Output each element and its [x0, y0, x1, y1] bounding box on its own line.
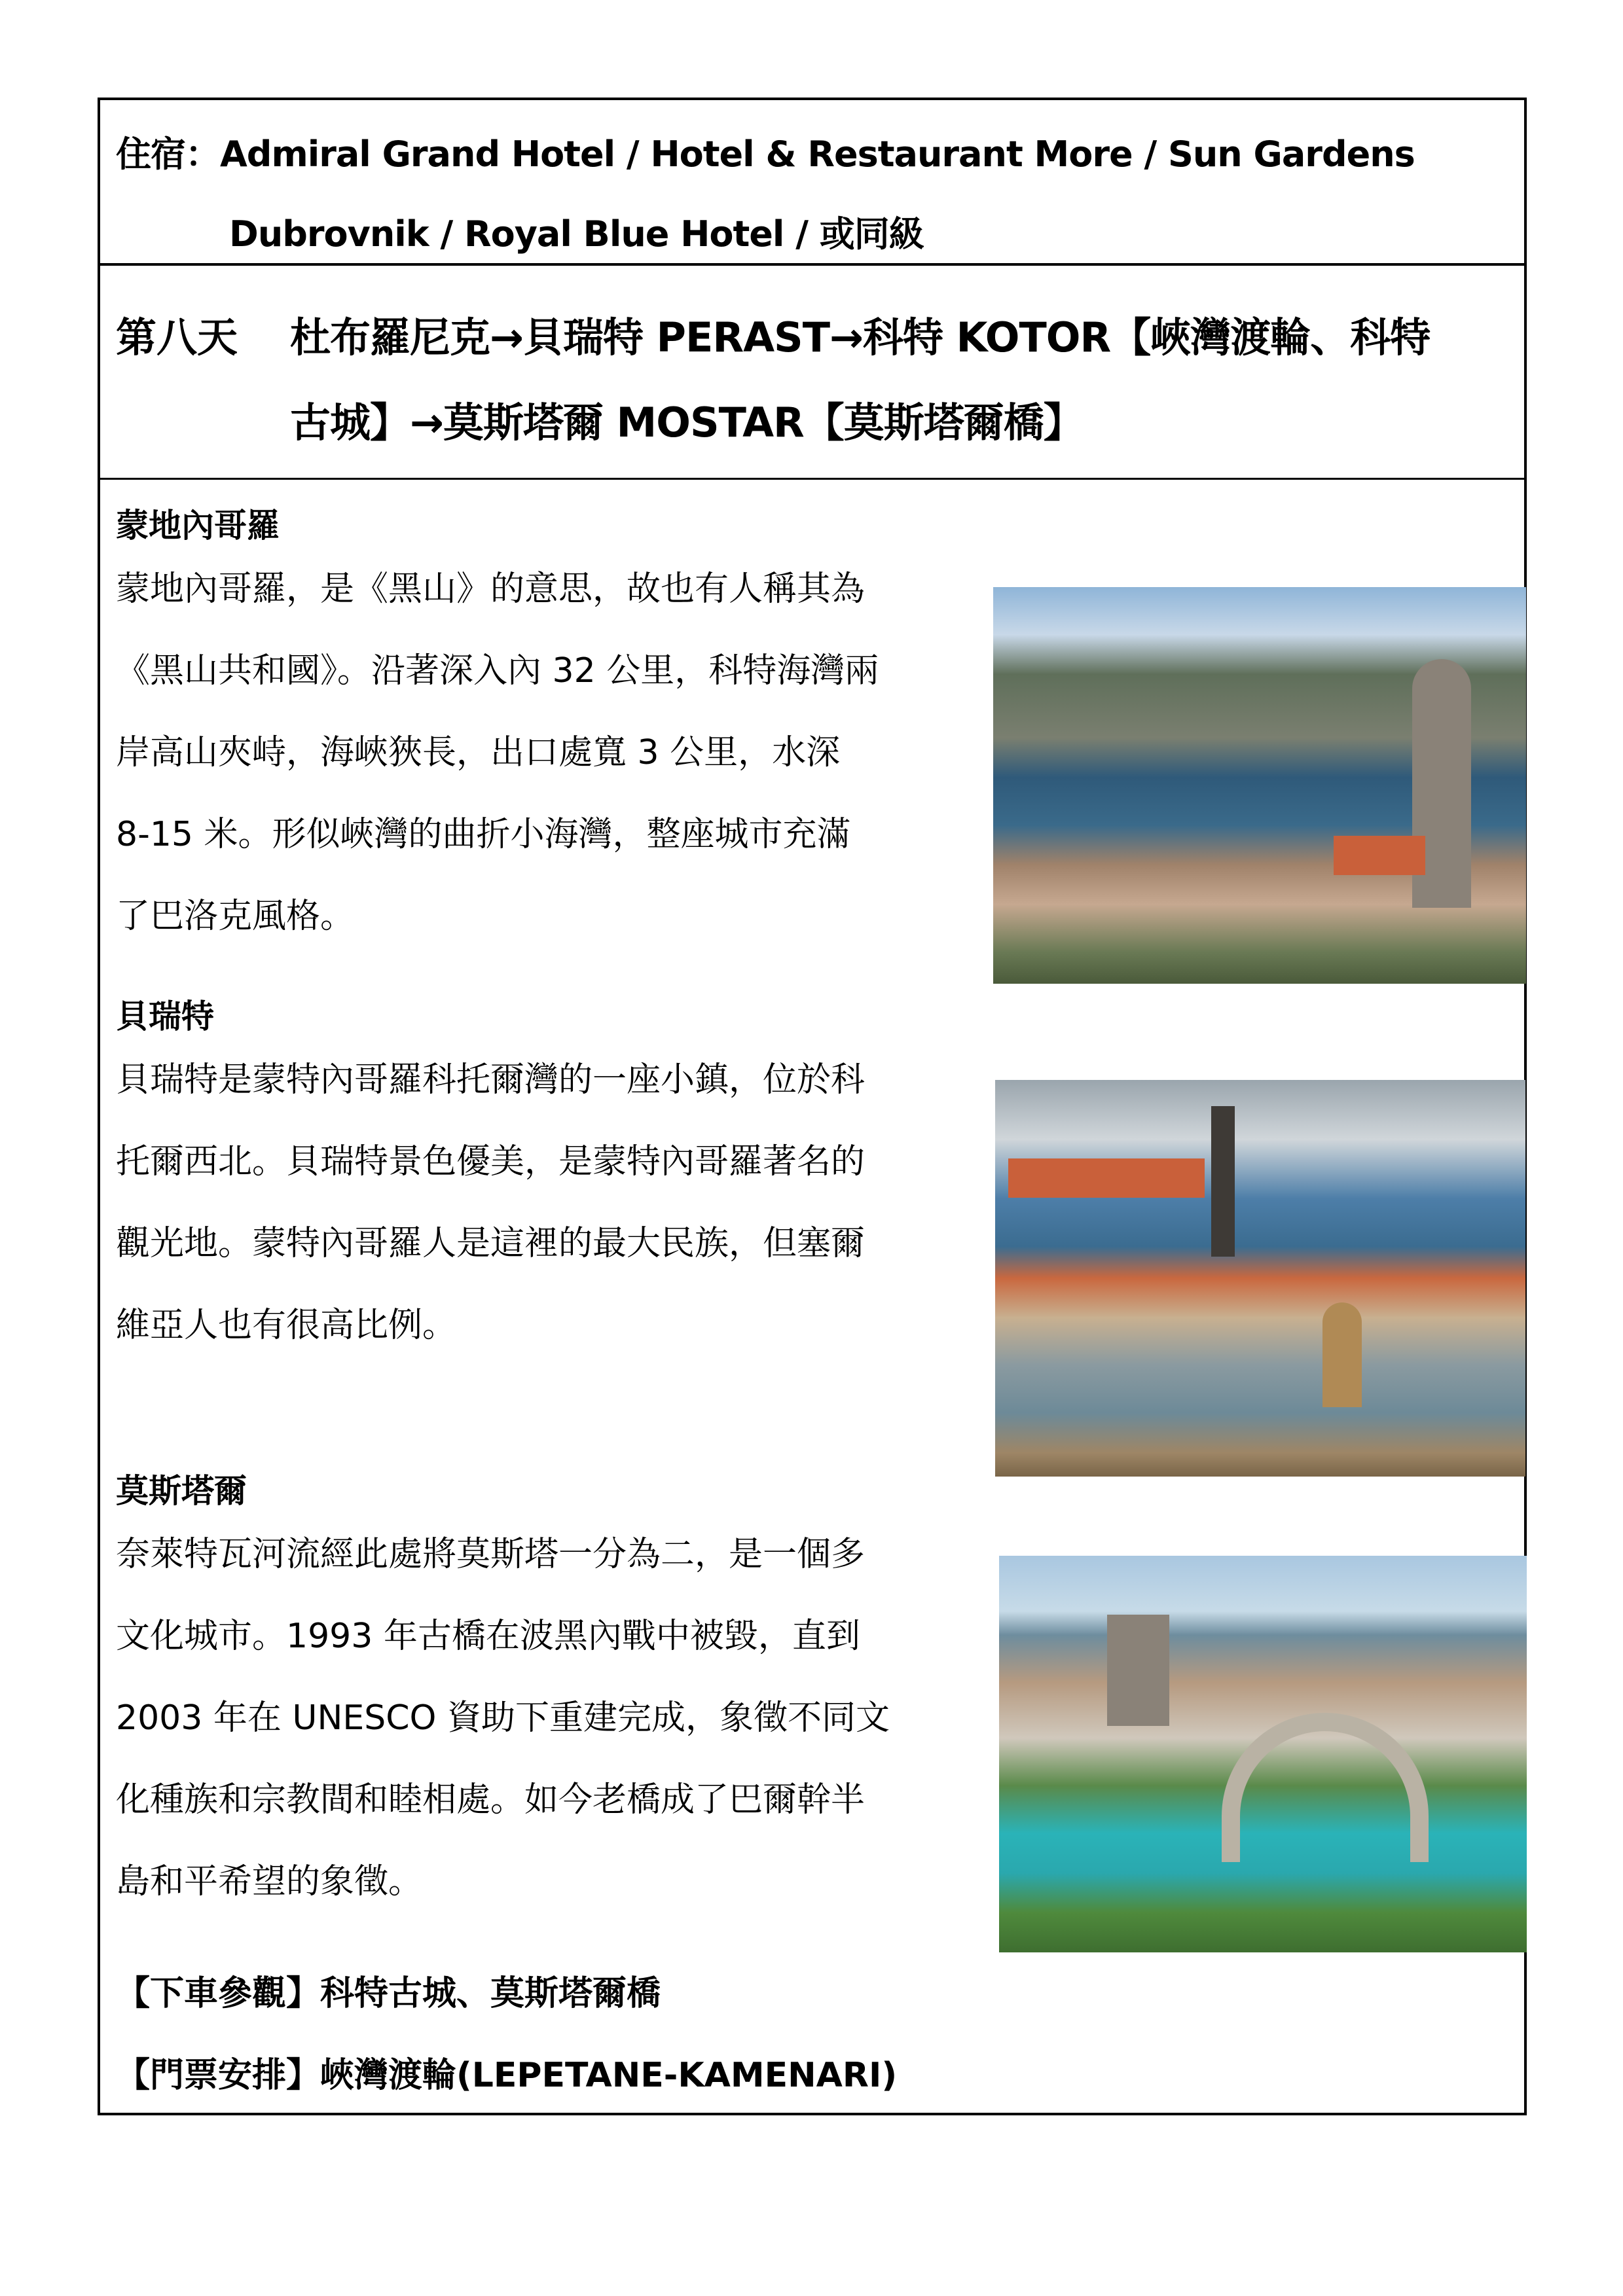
day-content	[100, 480, 1524, 2113]
lodging-hotels-line1: 住宿：Admiral Grand Hotel / Hotel & Restaurant More / Sun Gardens	[116, 134, 1415, 175]
kotor-bay-photo	[993, 587, 1526, 984]
itinerary-table	[98, 98, 1527, 2115]
section-heading-montenegro: 蒙地內哥羅	[116, 507, 280, 545]
text-line: 2003 年在 UNESCO 資助下重建完成，象徵不同文	[116, 1698, 890, 1738]
text-line: 岸高山夾峙，海峽狹長，出口處寬 3 公里，水深	[116, 733, 841, 772]
text-line: 托爾西北。貝瑞特景色優美，是蒙特內哥羅著名的	[116, 1142, 866, 1181]
mostar-bridge-photo	[999, 1556, 1527, 1952]
stone-tower-shape	[1107, 1615, 1169, 1726]
text-line: 了巴洛克風格。	[116, 897, 355, 936]
lion-statue-shape	[1322, 1302, 1362, 1407]
section-text-perast	[116, 1039, 967, 1367]
day-label: 第八天	[116, 314, 238, 361]
lodging-hotels-line2: Dubrovnik / Royal Blue Hotel / 或同級	[229, 213, 924, 255]
text-line: 文化城市。1993 年古橋在波黑內戰中被毀，直到	[116, 1617, 860, 1656]
roof-shape	[1334, 836, 1425, 875]
section-heading-perast: 貝瑞特	[116, 997, 214, 1035]
day-route-line2: 古城】→莫斯塔爾 MOSTAR【莫斯塔爾橋】	[290, 399, 1084, 446]
text-line: 維亞人也有很高比例。	[116, 1306, 457, 1345]
text-line: 化種族和宗教間和睦相處。如今老橋成了巴爾幹半	[116, 1780, 866, 1820]
section-text-montenegro	[116, 548, 967, 958]
lodging-row	[100, 100, 1524, 266]
text-line: 蒙地內哥羅，是《黑山》的意思，故也有人稱其為	[116, 569, 866, 609]
tickets-note: 【門票安排】峽灣渡輪(LEPETANE-KAMENARI)	[116, 2056, 898, 2095]
text-line: 奈萊特瓦河流經此處將莫斯塔一分為二，是一個多	[116, 1535, 866, 1574]
church-spire-shape	[1211, 1106, 1235, 1257]
text-line: 8-15 米。形似峽灣的曲折小海灣，整座城市充滿	[116, 815, 851, 854]
text-line: 觀光地。蒙特內哥羅人是這裡的最大民族，但塞爾	[116, 1224, 866, 1263]
text-line: 《黑山共和國》。沿著深入內 32 公里，科特海灣兩	[116, 651, 879, 691]
sightseeing-note: 【下車參觀】科特古城、莫斯塔爾橋	[116, 1974, 661, 2013]
section-heading-mostar: 莫斯塔爾	[116, 1472, 247, 1510]
day-header-row	[100, 266, 1524, 480]
perast-photo	[995, 1080, 1525, 1477]
roof-shape	[1008, 1158, 1205, 1198]
text-line: 貝瑞特是蒙特內哥羅科托爾灣的一座小鎮，位於科	[116, 1060, 866, 1100]
day-route-line1: 杜布羅尼克→貝瑞特 PERAST→科特 KOTOR【峽灣渡輪、科特	[290, 314, 1431, 361]
stari-most-arch-shape	[1222, 1713, 1429, 1862]
section-text-mostar	[116, 1514, 967, 1923]
text-line: 島和平希望的象徵。	[116, 1862, 423, 1901]
